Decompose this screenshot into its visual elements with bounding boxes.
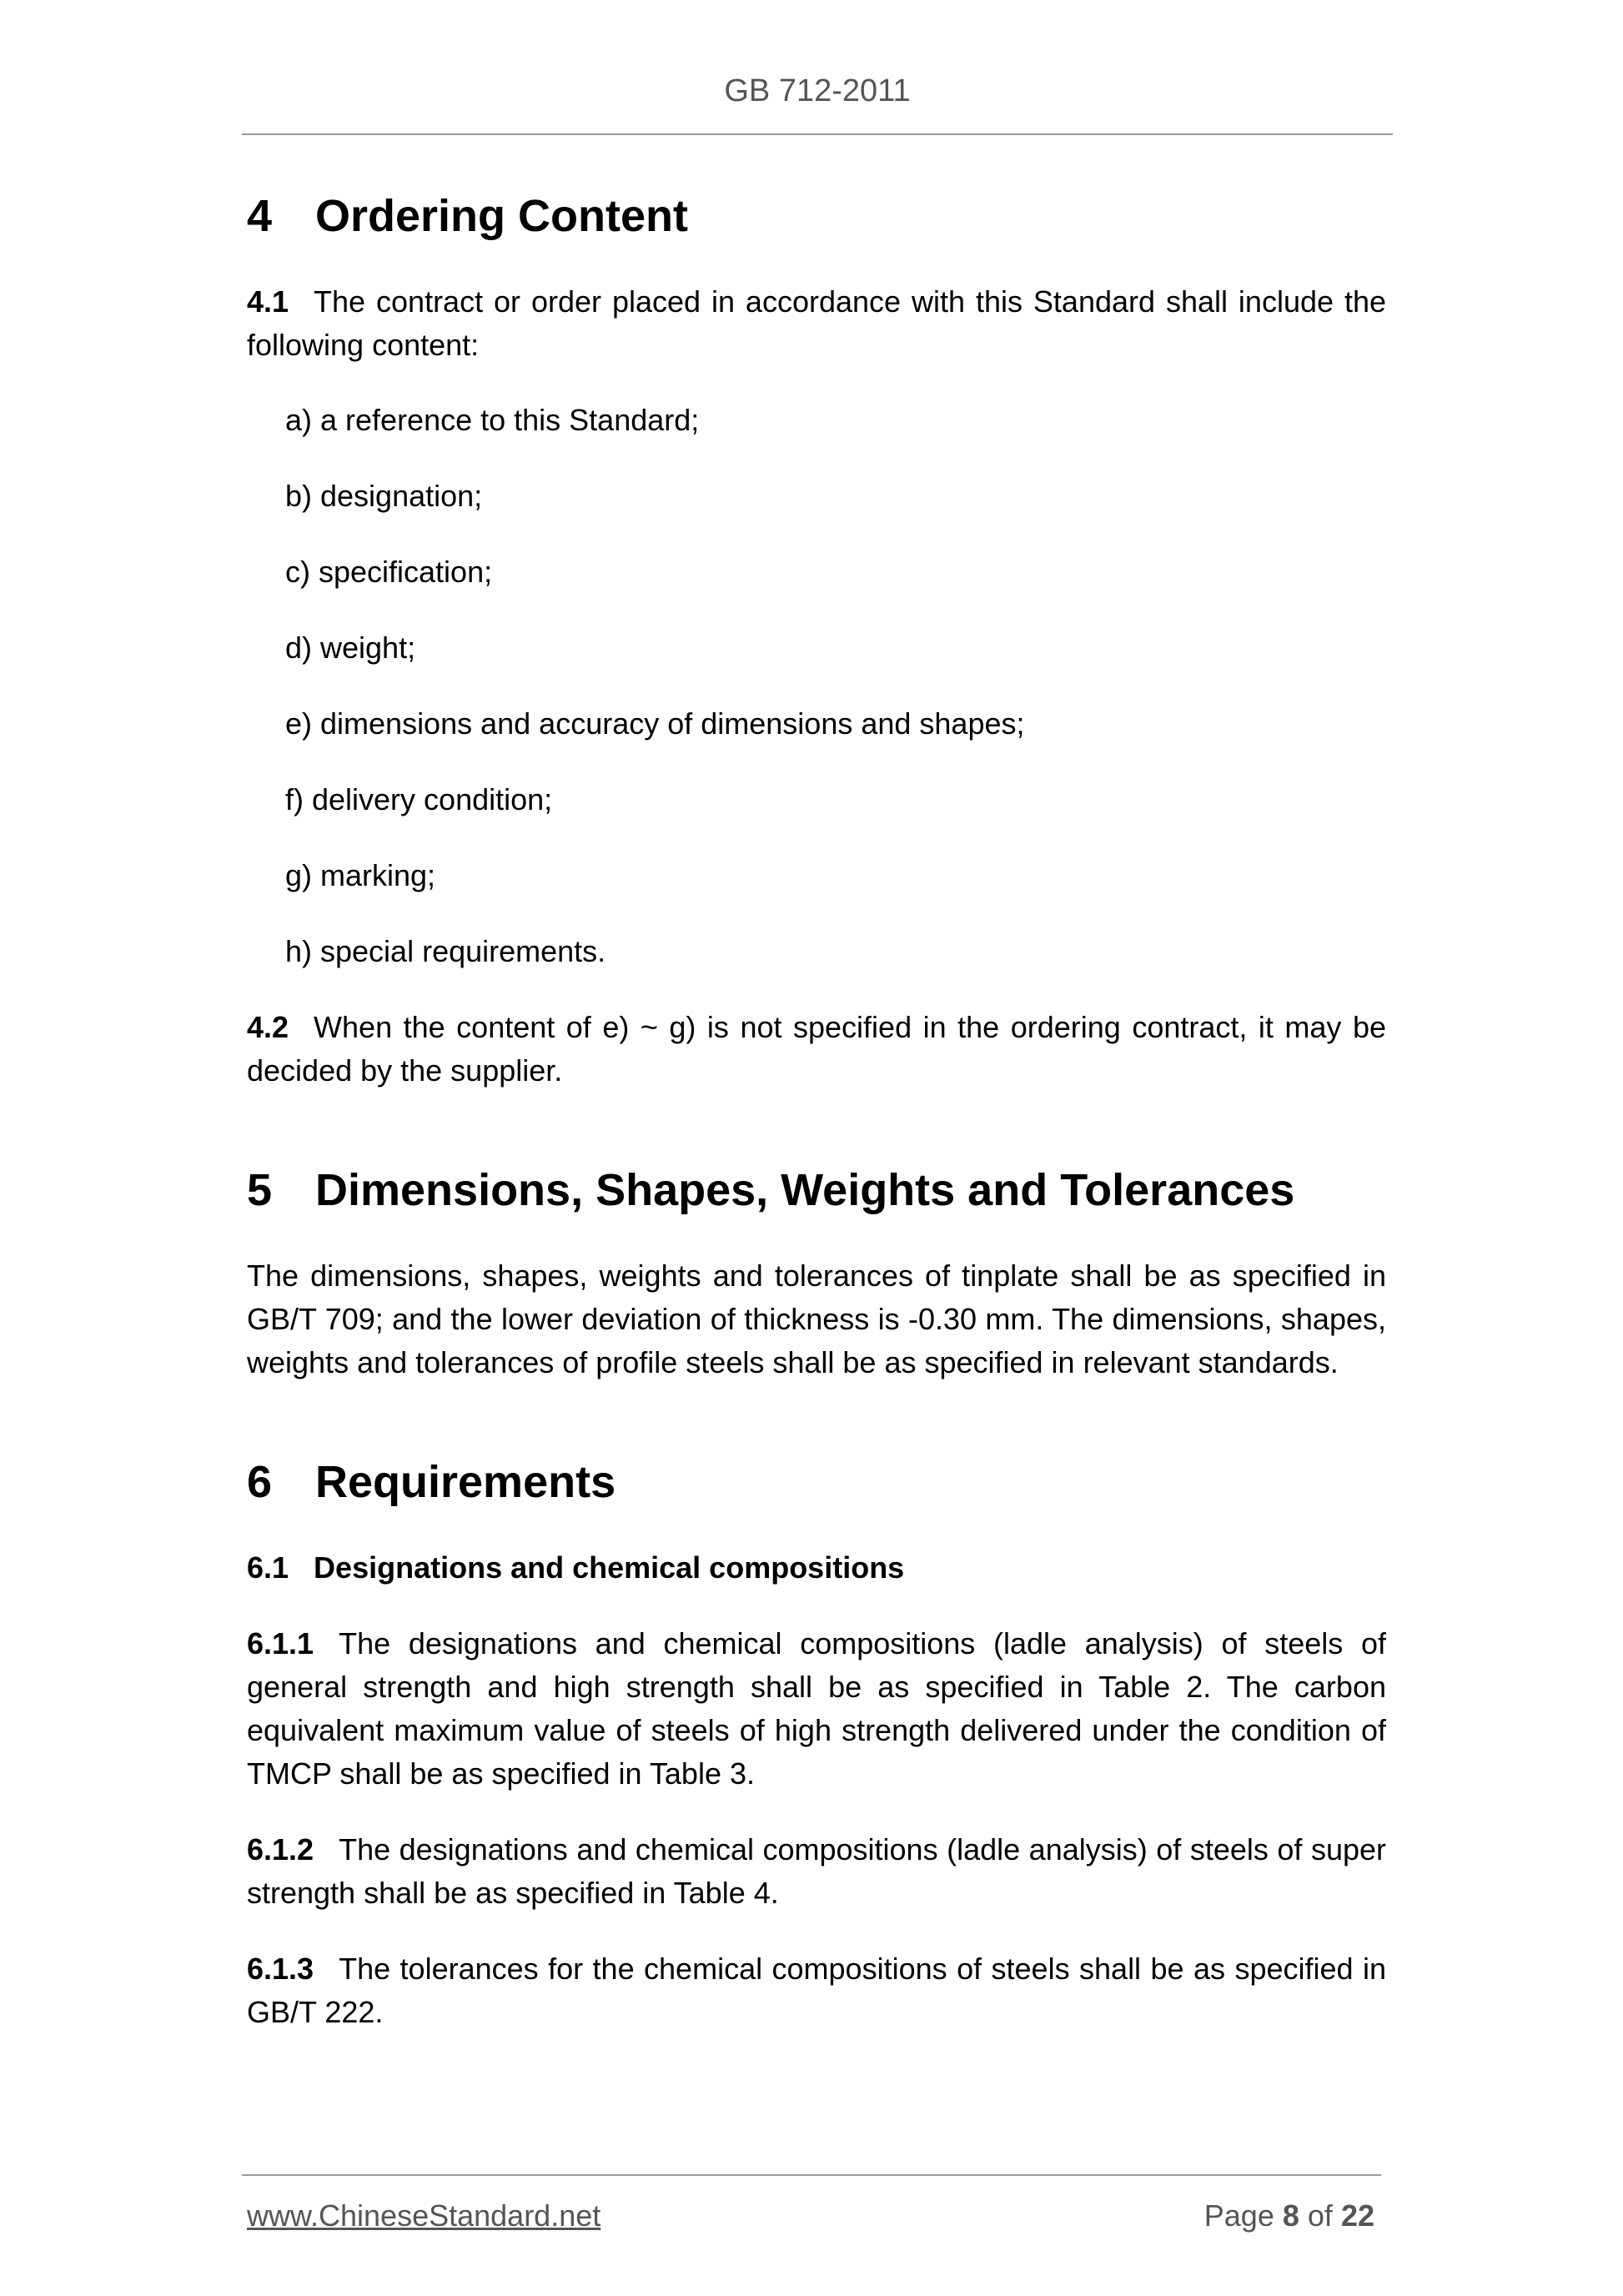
clause-text: The contract or order placed in accordance with this Standard shall include the following content: [247, 284, 1386, 362]
clause-4-1 [247, 280, 1386, 367]
section-number: 6 [247, 1457, 273, 1507]
section-5-heading [247, 1159, 1386, 1221]
list-item: d) weight; [285, 631, 416, 665]
section-number: 4 [247, 191, 273, 241]
clause-number: 4.2 [247, 1010, 289, 1044]
clause-number: 6.1.1 [247, 1626, 314, 1660]
document-body [247, 185, 1386, 2034]
clause-6-1-2 [247, 1828, 1386, 1915]
footer-divider [242, 2174, 1381, 2176]
ordering-content-list [247, 399, 1386, 973]
section-title: Ordering Content [315, 191, 688, 241]
section-title: Requirements [315, 1457, 616, 1507]
page-word: Page [1203, 2198, 1274, 2233]
subsection-title: Designations and chemical compositions [314, 1550, 905, 1585]
clause-text: When the content of e) ~ g) is not specified in the ordering contract, it may be decided by the supplier. [247, 1010, 1386, 1088]
clause-number: 4.1 [247, 284, 289, 319]
list-item: e) dimensions and accuracy of dimensions and shapes; [285, 706, 1025, 741]
list-item: c) specification; [285, 555, 493, 589]
clause-text: The tolerances for the chemical compositions of steels shall be as specified in GB/T 222. [247, 1952, 1386, 2029]
list-item: f) delivery condition; [285, 782, 553, 816]
clause-text: The designations and chemical compositions (ladle analysis) of steels of super strength shall be as specified in Table 4. [247, 1832, 1386, 1910]
section-5-text: The dimensions, shapes, weights and tolerances of tinplate shall be as specified in GB/T 709; and the lower deviation of thickness is -0.30 mm. The dimensions, shapes, weights and tolerances of profile steels shall be as specified in relevant standards. [247, 1259, 1386, 1379]
clause-number: 6.1.3 [247, 1952, 314, 1986]
section-number: 5 [247, 1165, 273, 1215]
subsection-6-1-heading [247, 1546, 1386, 1590]
page-indicator [1204, 2198, 1374, 2233]
clause-text: The designations and chemical compositions (ladle analysis) of steels of general strength and high strength shall be as specified in Table 2. The carbon equivalent maximum value of steels of high strength delivered under the condition of TMCP shall be as specified in Table 3. [247, 1626, 1386, 1791]
list-item: b) designation; [285, 479, 483, 513]
list-item: g) marking; [285, 858, 436, 892]
page-header: GB 712-2011 [724, 73, 911, 108]
section-6-heading [247, 1451, 1386, 1513]
total-page-number: 22 [1340, 2198, 1374, 2233]
of-word: of [1307, 2198, 1333, 2233]
subsection-number: 6.1 [247, 1550, 289, 1585]
clause-4-2 [247, 1006, 1386, 1093]
website-link[interactable]: www.ChineseStandard.net [247, 2198, 601, 2233]
clause-number: 6.1.2 [247, 1832, 314, 1866]
current-page-number: 8 [1282, 2198, 1299, 2233]
header-divider [242, 133, 1393, 135]
clause-6-1-3 [247, 1947, 1386, 2034]
section-4-heading [247, 185, 1386, 247]
section-title: Dimensions, Shapes, Weights and Tolerances [315, 1165, 1295, 1215]
list-item: a) a reference to this Standard; [285, 403, 700, 437]
clause-6-1-1 [247, 1622, 1386, 1796]
list-item: h) special requirements. [285, 934, 606, 968]
